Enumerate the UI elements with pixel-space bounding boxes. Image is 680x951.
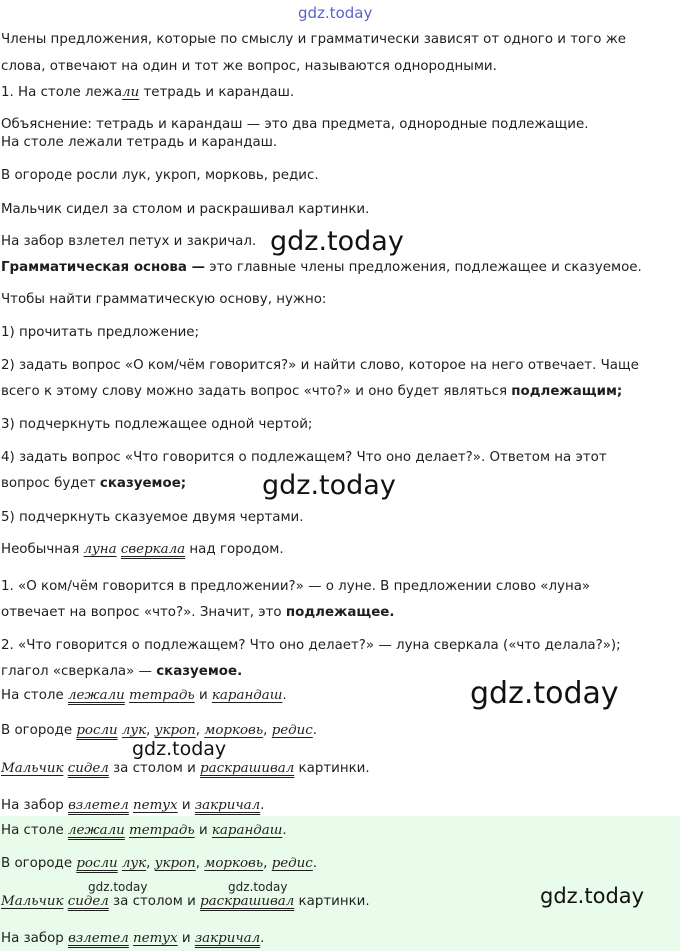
watermark: gdz.today <box>228 880 288 894</box>
handwritten-ending: ли <box>122 85 140 100</box>
subject-word: морковь <box>204 723 264 738</box>
answer-sentence-1: На столе лежали тетрадь и карандаш. <box>1 823 287 838</box>
watermark: gdz.today <box>262 470 396 501</box>
answer-sentence-3: Мальчик сидел за столом и раскрашивал картинки. <box>1 894 370 909</box>
sentence-4: На забор взлетел петух и закричал. <box>1 234 257 249</box>
predicate-word: сидел <box>67 761 109 776</box>
grammar-definition: Грамматическая основа — это главные члены предложения, подлежащее и сказуемое. <box>1 260 642 275</box>
marked-sentence-3: Мальчик сидел за столом и раскрашивал картинки. <box>1 761 370 776</box>
predicate-word: взлетел <box>68 931 129 946</box>
predicate-word: закричал <box>194 798 261 813</box>
subject-word: тетрадь <box>129 823 195 838</box>
subject-word: Мальчик <box>1 894 64 909</box>
predicate-word: раскрашивал <box>200 894 295 909</box>
predicate-word: росли <box>76 856 118 871</box>
subject-word: Мальчик <box>1 761 64 776</box>
predicate-word: лежали <box>67 688 125 703</box>
marked-sentence-1: На столе лежали тетрадь и карандаш. <box>1 688 287 703</box>
predicate-word: взлетел <box>68 798 129 813</box>
subject-word: морковь <box>204 856 264 871</box>
subject-word: укроп <box>154 856 196 871</box>
watermark: gdz.today <box>88 880 148 894</box>
rule-line-2: слова, отвечают на один и тот же вопрос, называются однородными. <box>1 59 497 74</box>
marked-sentence-2: В огороде росли лук, укроп, морковь, редис. <box>1 723 318 738</box>
watermark: gdz.today <box>132 738 227 760</box>
subject-word: тетрадь <box>129 688 195 703</box>
step-4-line-2: вопрос будет сказуемое; <box>1 476 187 491</box>
predicate-word: раскрашивал <box>200 761 295 776</box>
analysis-1-line-2: отвечает на вопрос «что?». Значит, это подлежащее. <box>1 605 395 620</box>
sentence-1: На столе лежали тетрадь и карандаш. <box>1 135 278 150</box>
subject-word: карандаш <box>211 823 283 838</box>
subject-word: лук <box>121 723 147 738</box>
step-1: 1) прочитать предложение; <box>1 325 200 340</box>
subject-word: укроп <box>154 723 196 738</box>
predicate-word: сидел <box>67 894 109 909</box>
top-watermark: gdz.today <box>298 4 373 22</box>
analysis-2-line-2: глагол «сверкала» — сказуемое. <box>1 664 243 679</box>
predicate-word: лежали <box>67 823 125 838</box>
rule-line-1: Члены предложения, которые по смыслу и грамматически зависят от одного и того же <box>1 32 627 47</box>
step-2-line-1: 2) задать вопрос «О ком/чём говорится?» и найти слово, которое на него отвечает. Чаще <box>1 358 639 373</box>
step-3: 3) подчеркнуть подлежащее одной чертой; <box>1 417 313 432</box>
answer-sentence-4: На забор взлетел петух и закричал. <box>1 931 265 946</box>
explanation-cut: Объяснение: тетрадь и карандаш — это два предмета, однородные подлежащие. <box>1 117 589 130</box>
subject-word: редис <box>271 723 313 738</box>
subject-word: карандаш <box>211 688 283 703</box>
predicate-word: закричал <box>194 931 261 946</box>
sentence-2: В огороде росли лук, укроп, морковь, редис. <box>1 168 319 183</box>
subject-word: петух <box>133 931 178 946</box>
watermark: gdz.today <box>470 676 619 711</box>
subject-word: лук <box>121 856 147 871</box>
predicate-word: росли <box>76 723 118 738</box>
predicate-word: сверкала <box>120 542 186 557</box>
analysis-1-line-1: 1. «О ком/чём говорится в предложении?» — о луне. В предложении слово «луна» <box>1 579 591 594</box>
sentence-3: Мальчик сидел за столом и раскрашивал картинки. <box>1 202 370 217</box>
watermark: gdz.today <box>540 884 645 908</box>
steps-intro: Чтобы найти грамматическую основу, нужно: <box>1 292 327 307</box>
answer-sentence-2: В огороде росли лук, укроп, морковь, редис. <box>1 856 318 871</box>
step-2-line-2: всего к этому слову можно задать вопрос «что?» и оно будет являться подлежащим; <box>1 384 623 399</box>
subject-word: редис <box>271 856 313 871</box>
watermark: gdz.today <box>270 226 404 257</box>
marked-sentence-4: На забор взлетел петух и закричал. <box>1 798 265 813</box>
example-1: 1. На столе лежали тетрадь и карандаш. <box>1 85 295 100</box>
subject-word: петух <box>133 798 178 813</box>
example-2: Необычная луна сверкала над городом. <box>1 542 284 557</box>
analysis-2-line-1: 2. «Что говорится о подлежащем? Что оно делает?» — луна сверкала («что делала?»); <box>1 638 621 653</box>
subject-word: луна <box>83 542 117 557</box>
step-4-line-1: 4) задать вопрос «Что говорится о подлежащем? Что оно делает?». Ответом на этот <box>1 450 607 465</box>
step-5: 5) подчеркнуть сказуемое двумя чертами. <box>1 510 304 525</box>
